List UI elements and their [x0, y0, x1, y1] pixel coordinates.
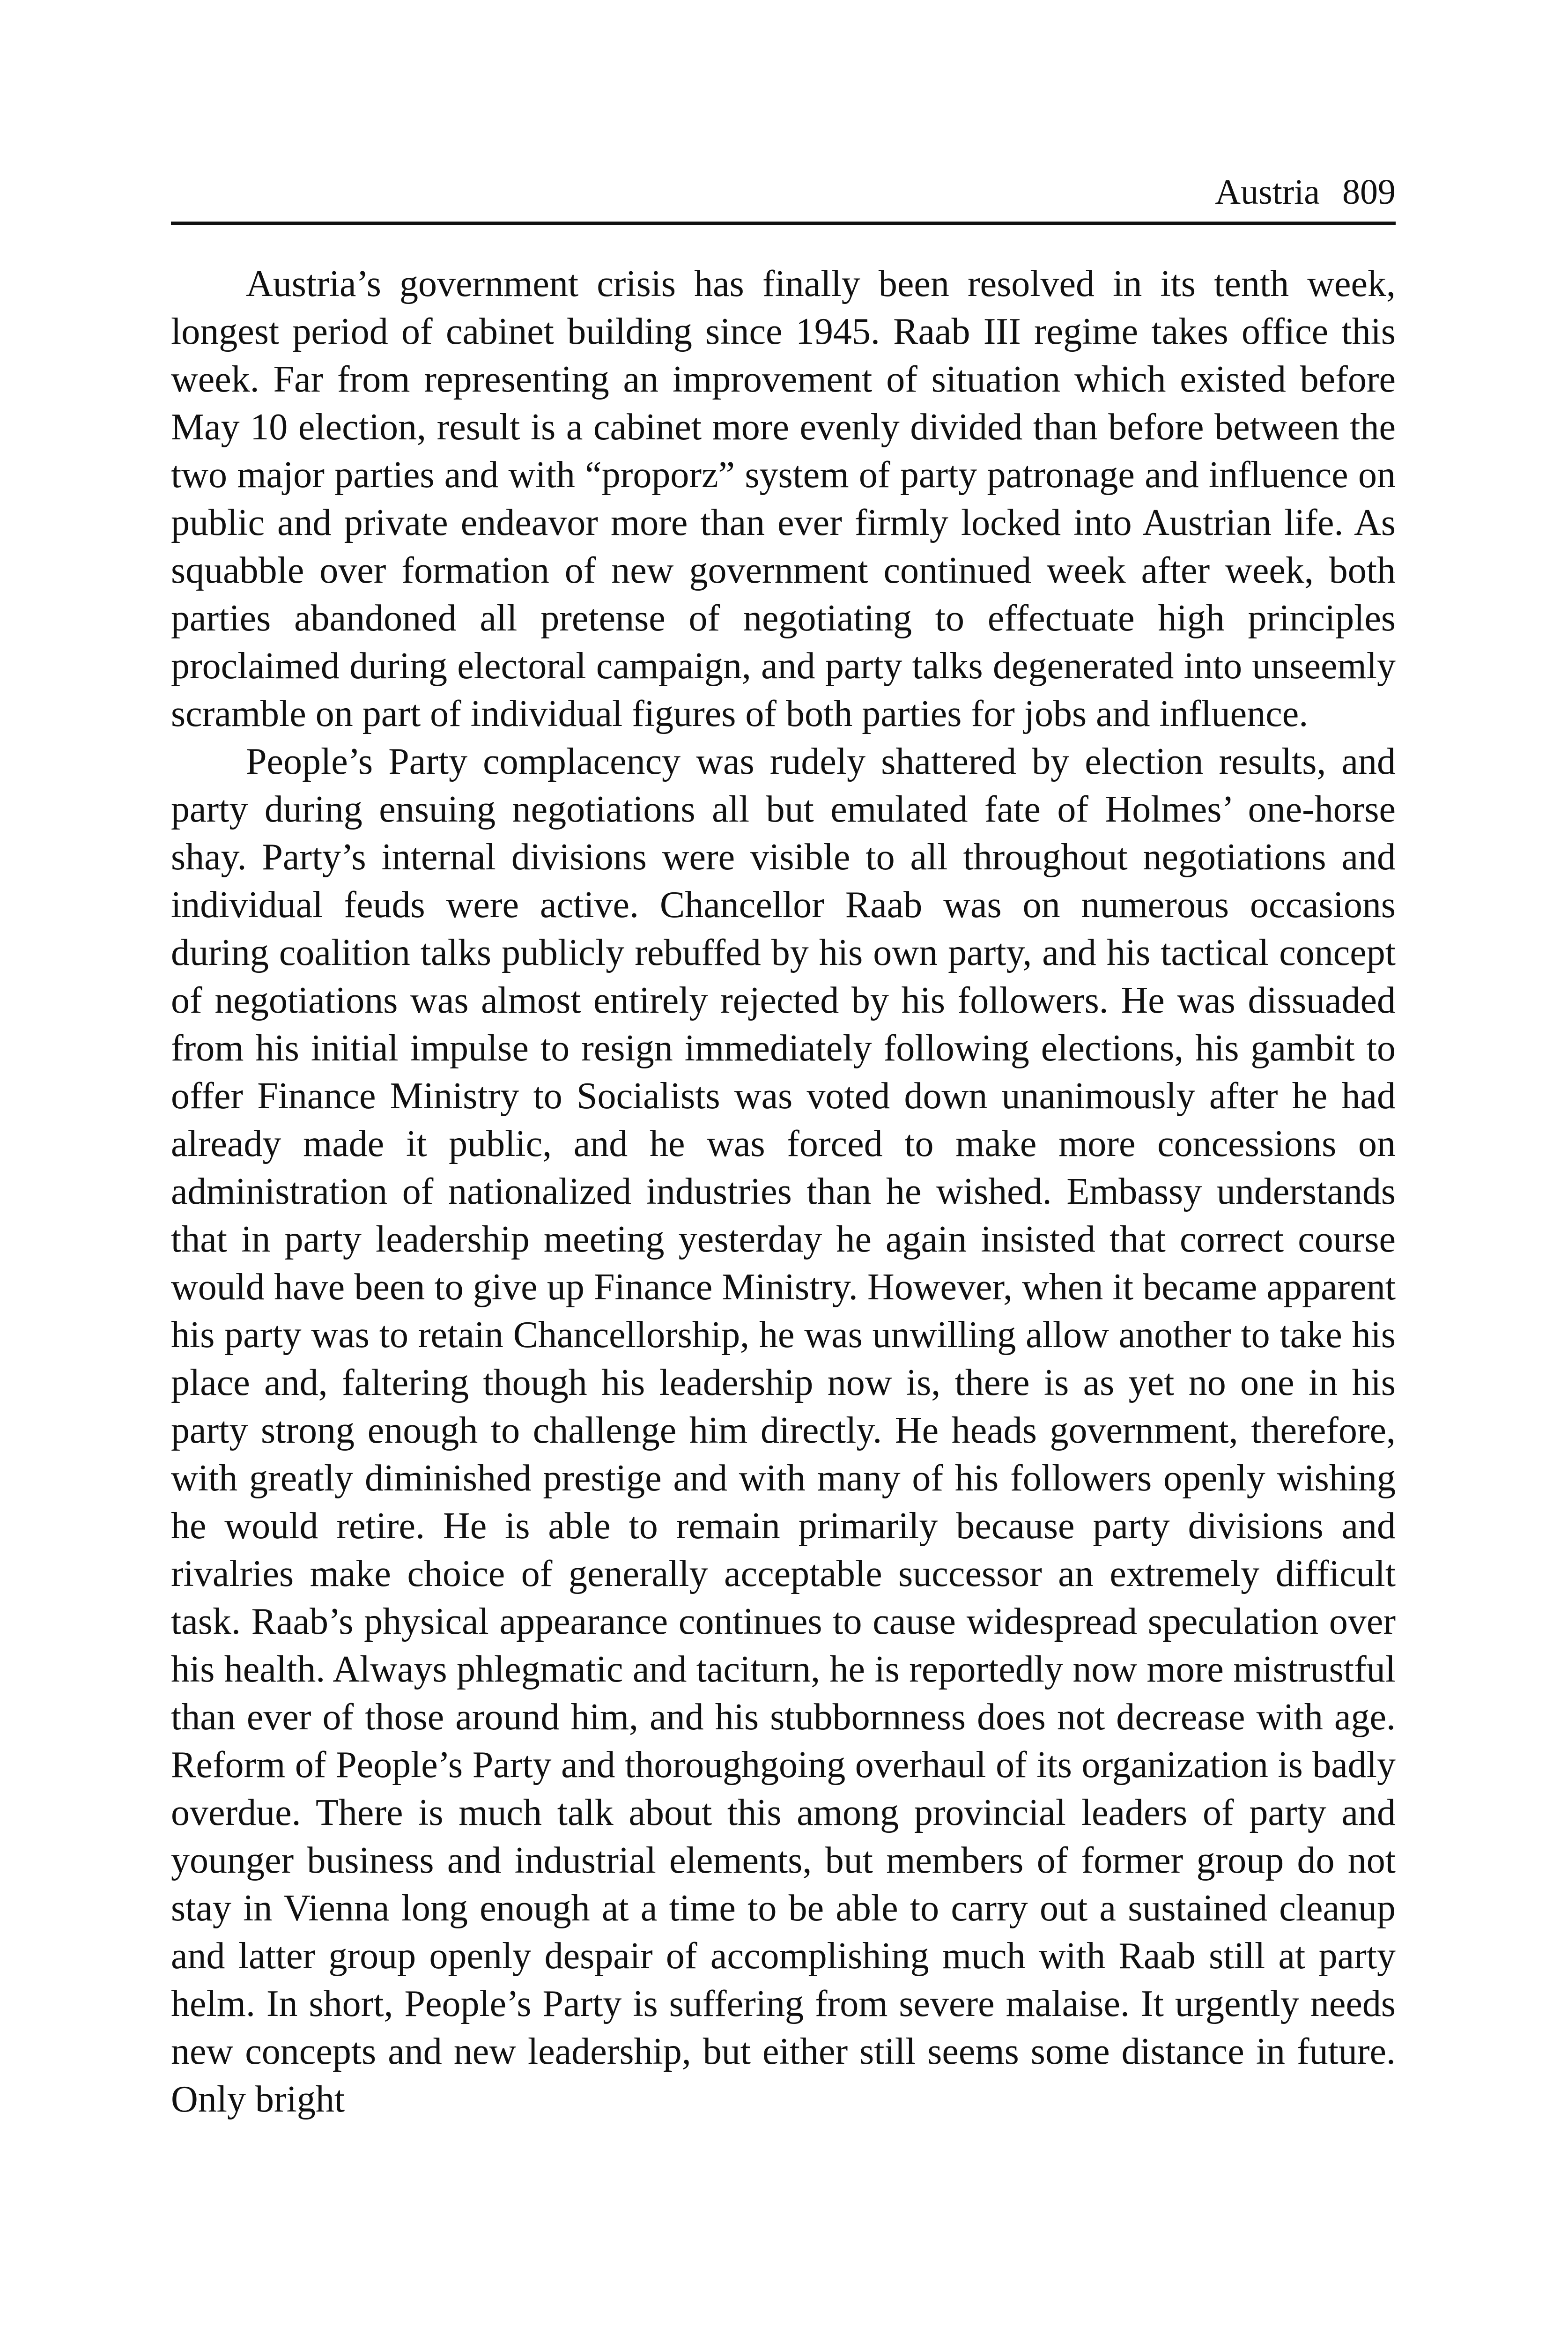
body-text: [171, 260, 1396, 2123]
page-number: 809: [1342, 172, 1396, 212]
paragraph-2: People’s Party complacency was rudely shattered by election results, and party during ensuing negotiations all but emulated fate of Holmes’ one-horse shay. Party’s internal divisions were visible to all throughout negotiations and individual feuds were active. Chancellor Raab was on numerous occasions during coalition talks publicly rebuffed by his own party, and his tactical concept of negotiations was almost entirely rejected by his followers. He was dissuaded from his initial impulse to resign immediately following elections, his gambit to offer Finance Ministry to Socialists was voted down unanimously after he had already made it public, and he was forced to make more concessions on administration of nationalized industries than he wished. Embassy understands that in party leadership meeting yesterday he again insisted that correct course would have been to give up Finance Ministry. However, when it became apparent his party was to retain Chancellorship, he was unwilling allow another to take his place and, faltering though his leadership now is, there is as yet no one in his party strong enough to challenge him directly. He heads government, therefore, with greatly diminished prestige and with many of his followers openly wishing he would retire. He is able to remain primarily because party divisions and rivalries make choice of generally acceptable successor an extremely difficult task. Raab’s physical appearance continues to cause widespread speculation over his health. Always phlegmatic and taciturn, he is reportedly now more mistrustful than ever of those around him, and his stubbornness does not decrease with age. Reform of People’s Party and thoroughgoing overhaul of its organization is badly overdue. There is much talk about this among provincial leaders of party and younger business and industrial elements, but members of former group do not stay in Vienna long enough at a time to be able to carry out a sustained cleanup and latter group openly despair of accomplishing much with Raab still at party helm. In short, People’s Party is suffering from severe malaise. It urgently needs new concepts and new leadership, but either still seems some distance in future. Only bright: [171, 741, 1396, 2120]
paragraph-1: Austria’s government crisis has finally been resolved in its tenth week, longest period of cabinet building since 1945. Raab III regime takes office this week. Far from representing an improvement of situation which existed before May 10 election, result is a cabinet more evenly divided than before between the two major parties and with “proporz” system of party patronage and influence on public and private endeavor more than ever firmly locked into Austrian life. As squabble over formation of new government continued week after week, both parties abandoned all pretense of negotiating to effectuate high principles proclaimed during electoral campaign, and party talks degenerated into unseemly scramble on part of individual figures of both parties for jobs and influence.: [171, 263, 1396, 734]
header-rule: [171, 222, 1396, 225]
running-head: [171, 169, 1396, 215]
running-head-title: Austria: [1215, 172, 1320, 212]
